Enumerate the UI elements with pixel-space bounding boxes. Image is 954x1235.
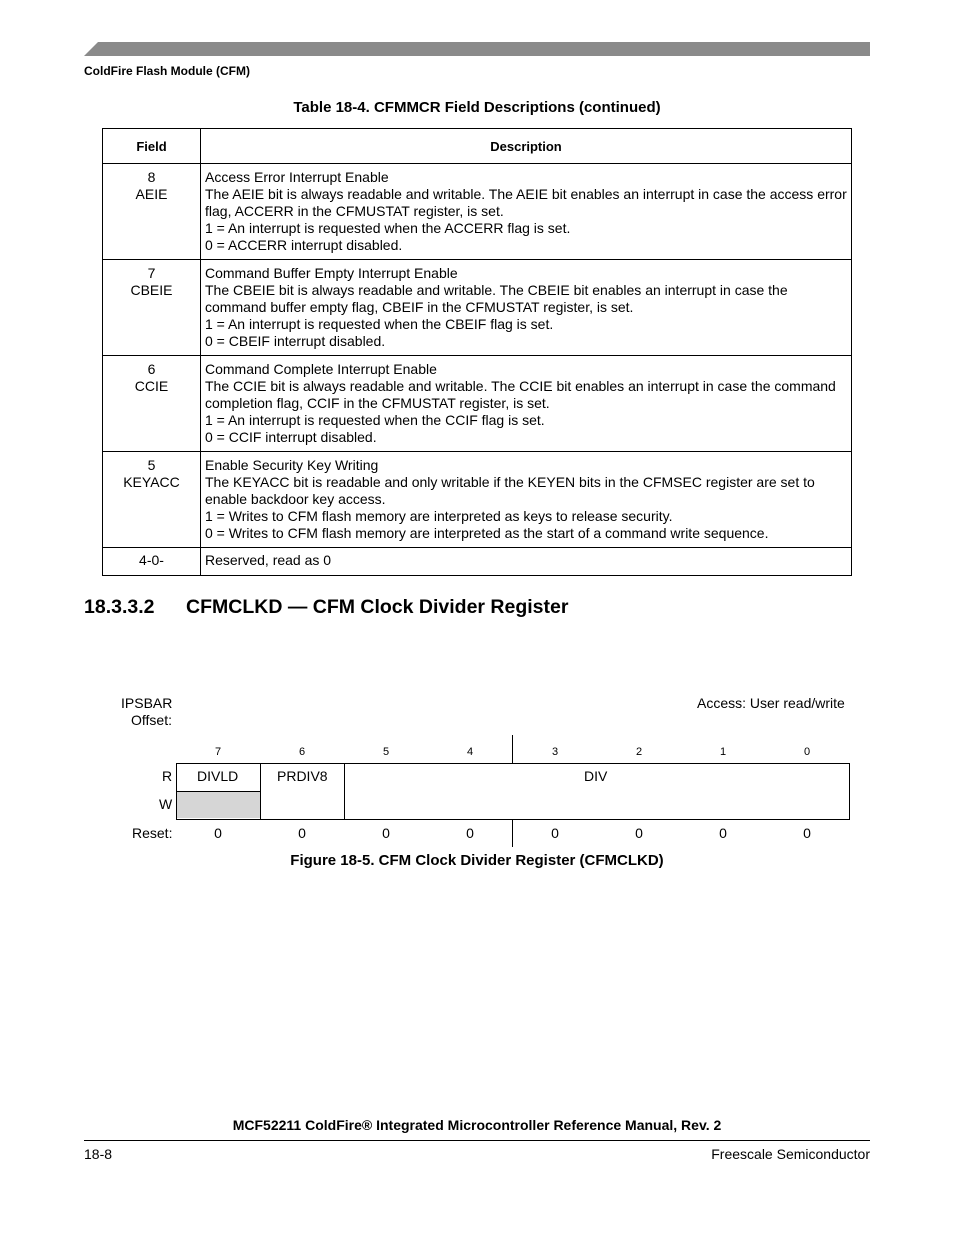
reset-value: 0: [466, 825, 474, 841]
field-name: CCIE: [134, 378, 169, 394]
description-value-0: 0 = CBEIF interrupt disabled.: [205, 333, 386, 349]
reset-value: 0: [298, 825, 306, 841]
description-value-0: 0 = CCIF interrupt disabled.: [205, 429, 377, 445]
offset-label-line-1: IPSBAR: [121, 695, 173, 711]
description-value-0: 0 = ACCERR interrupt disabled.: [205, 237, 403, 253]
write-row-label: W: [159, 796, 173, 812]
bit-number: 5: [382, 746, 390, 758]
description-text: The CCIE bit is always readable and writable. The CCIE bit enables an interrupt in case the command completion flag, CCIF in the CFMUSTAT register, is set.: [205, 378, 836, 411]
cell-divider: [176, 791, 260, 792]
description-text: The CBEIE bit is always readable and writable. The CBEIE bit enables an interrupt in case the command buffer empty flag, CBEIF in the CFMUSTAT register, is set.: [205, 282, 788, 315]
field-bits: 8: [147, 169, 156, 185]
reset-value: 0: [719, 825, 727, 841]
field-bits: 4-0-: [139, 552, 164, 568]
field-div: DIV: [584, 768, 608, 784]
byte-boundary-tick: [512, 819, 513, 847]
field-bits: 7: [147, 265, 156, 281]
bit-number: 4: [466, 746, 474, 758]
reset-value: 0: [803, 825, 811, 841]
field-name: AEIE: [135, 186, 168, 202]
byte-boundary-tick: [512, 735, 513, 763]
column-header-description: Description: [201, 129, 852, 164]
page-number: 18-8: [84, 1146, 113, 1162]
bit-number: 3: [551, 746, 559, 758]
chapter-label: ColdFire Flash Module (CFM): [84, 64, 250, 78]
description-title: Command Buffer Empty Interrupt Enable: [205, 265, 458, 281]
field-name: CBEIE: [130, 282, 173, 298]
description-title: Enable Security Key Writing: [205, 457, 379, 473]
description-title: Reserved, read as 0: [205, 552, 332, 568]
reset-value: 0: [382, 825, 390, 841]
column-header-field: Field: [103, 129, 201, 164]
description-value-1: 1 = An interrupt is requested when the ACCERR flag is set.: [205, 220, 571, 236]
section-title: CFMCLKD — CFM Clock Divider Register: [186, 596, 569, 618]
company-name: Freescale Semiconductor: [711, 1146, 870, 1162]
description-value-0: 0 = Writes to CFM flash memory are interpreted as the start of a command write sequence.: [205, 525, 769, 541]
field-name: KEYACC: [123, 474, 180, 490]
bit-number: 6: [298, 746, 306, 758]
footer-title: MCF52211 ColdFire® Integrated Microcontroller Reference Manual, Rev. 2: [232, 1117, 722, 1133]
description-value-1: 1 = An interrupt is requested when the CCIF flag is set.: [205, 412, 545, 428]
field-divld: DIVLD: [197, 768, 239, 784]
description-title: Command Complete Interrupt Enable: [205, 361, 437, 377]
write-reserved-cell: [177, 791, 260, 818]
field-bits: 5: [147, 457, 156, 473]
cell-divider: [260, 763, 261, 819]
figure-caption: Figure 18-5. CFM Clock Divider Register (CFMCLKD): [290, 852, 664, 869]
footer-rule: [84, 1140, 870, 1141]
reset-value: 0: [635, 825, 643, 841]
description-value-1: 1 = Writes to CFM flash memory are interpreted as keys to release security.: [205, 508, 673, 524]
offset-label-line-2: Offset:: [131, 712, 172, 728]
reset-value: 0: [551, 825, 559, 841]
description-title: Access Error Interrupt Enable: [205, 169, 389, 185]
bit-number: 2: [635, 746, 643, 758]
field-bits: 6: [147, 361, 156, 377]
reset-label: Reset:: [132, 825, 173, 841]
read-row-label: R: [162, 768, 173, 784]
access-label: Access: User read/write: [697, 695, 845, 711]
description-text: The AEIE bit is always readable and writable. The AEIE bit enables an interrupt in case the access error flag, ACCERR in the CFMUSTAT register, is set.: [205, 186, 847, 219]
bit-number: 0: [803, 746, 811, 758]
cell-divider: [344, 763, 345, 819]
table-caption: Table 18-4. CFMMCR Field Descriptions (continued): [293, 99, 661, 116]
description-value-1: 1 = An interrupt is requested when the CBEIF flag is set.: [205, 316, 554, 332]
bit-number: 1: [719, 746, 727, 758]
reset-value: 0: [214, 825, 222, 841]
description-text: The KEYACC bit is readable and only writable if the KEYEN bits in the CFMSEC register are set to enable backdoor key access.: [205, 474, 815, 507]
bit-number: 7: [214, 746, 222, 758]
section-number: 18.3.3.2: [84, 596, 155, 618]
field-prdiv8: PRDIV8: [277, 768, 328, 784]
